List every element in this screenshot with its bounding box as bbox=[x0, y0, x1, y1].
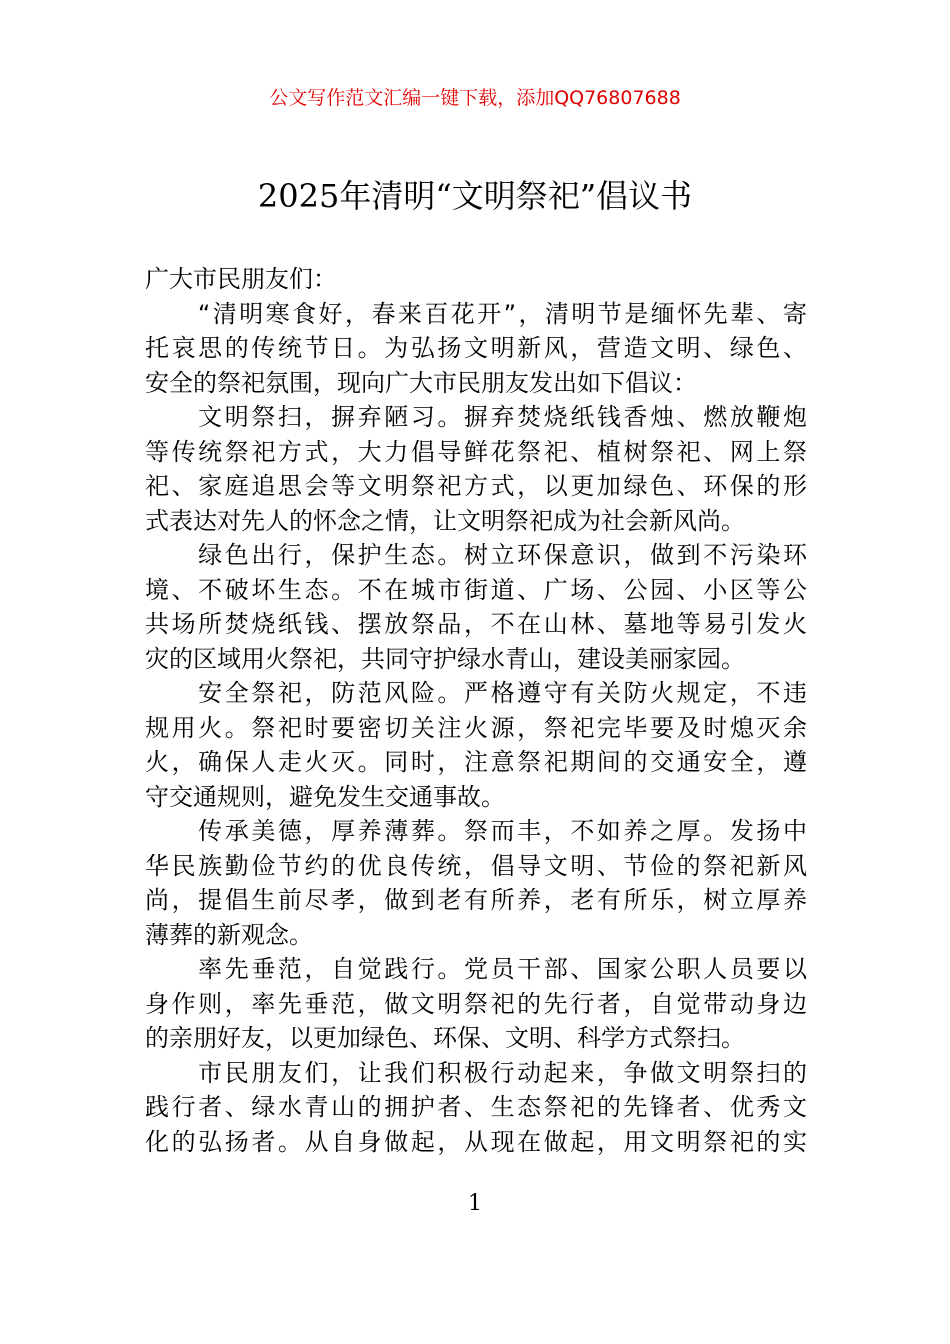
body-line: 式表达对先人的怀念之情，让文明祭祀成为社会新风尚。 bbox=[145, 506, 745, 535]
body-line: 广大市民朋友们： bbox=[145, 265, 337, 293]
body-line: 灾的区域用火祭祀，共同守护绿水青山，建设美丽家园。 bbox=[145, 644, 745, 673]
body-line: 绿色出行，保护生态。树立环保意识，做到不污染环 bbox=[145, 541, 807, 569]
download-notice: 公文写作范文汇编一键下载，添加QQ76807688 bbox=[269, 87, 681, 109]
body-line: 传承美德，厚养薄葬。祭而丰，不如养之厚。发扬中 bbox=[145, 817, 807, 845]
body-line: 托哀思的传统节日。为弘扬文明新风，营造文明、绿色、 bbox=[145, 334, 807, 362]
body-line: 文明祭扫，摒弃陋习。摒弃焚烧纸钱香烛、燃放鞭炮 bbox=[145, 403, 807, 431]
body-line: 境、不破坏生态。不在城市街道、广场、公园、小区等公 bbox=[145, 575, 807, 604]
body-line: 共场所焚烧纸钱、摆放祭品，不在山林、墓地等易引发火 bbox=[145, 610, 807, 638]
body-line: 火，确保人走火灭。同时，注意祭祀期间的交通安全，遵 bbox=[145, 748, 807, 776]
body-line: 规用火。祭祀时要密切关注火源，祭祀完毕要及时熄灭余 bbox=[145, 713, 807, 742]
body-line: 市民朋友们，让我们积极行动起来，争做文明祭扫的 bbox=[145, 1058, 807, 1087]
body-line: 践行者、绿水青山的拥护者、生态祭祀的先锋者、优秀文 bbox=[145, 1093, 807, 1121]
body-line: 华民族勤俭节约的优良传统，倡导文明、节俭的祭祀新风 bbox=[145, 851, 807, 880]
body-line: 安全祭祀，防范风险。严格遵守有关防火规定，不违 bbox=[145, 679, 807, 707]
body-line: “清明寒食好，春来百花开”，清明节是缅怀先辈、寄 bbox=[145, 299, 807, 328]
body-line: 等传统祭祀方式，大力倡导鲜花祭祀、植树祭祀、网上祭 bbox=[145, 437, 807, 466]
document-body bbox=[145, 262, 807, 1159]
body-line: 身作则，率先垂范，做文明祭祀的先行者，自觉带动身边 bbox=[145, 989, 807, 1018]
document-title: 2025年清明“文明祭祀”倡议书 bbox=[257, 177, 693, 215]
body-line: 的亲朋好友，以更加绿色、环保、文明、科学方式祭扫。 bbox=[145, 1024, 745, 1052]
body-line: 尚，提倡生前尽孝，做到老有所养，老有所乐，树立厚养 bbox=[145, 886, 807, 914]
body-line: 守交通规则，避免发生交通事故。 bbox=[145, 782, 505, 811]
body-line: 薄葬的新观念。 bbox=[145, 920, 313, 949]
body-line: 祀、家庭追思会等文明祭祀方式，以更加绿色、环保的形 bbox=[145, 472, 807, 500]
body-line: 安全的祭祀氛围，现向广大市民朋友发出如下倡议： bbox=[145, 368, 697, 397]
body-line: 化的弘扬者。从自身做起，从现在做起，用文明祭祀的实 bbox=[145, 1127, 807, 1156]
body-line: 率先垂范，自觉践行。党员干部、国家公职人员要以 bbox=[145, 955, 807, 983]
page-number: 1 bbox=[468, 1191, 482, 1216]
